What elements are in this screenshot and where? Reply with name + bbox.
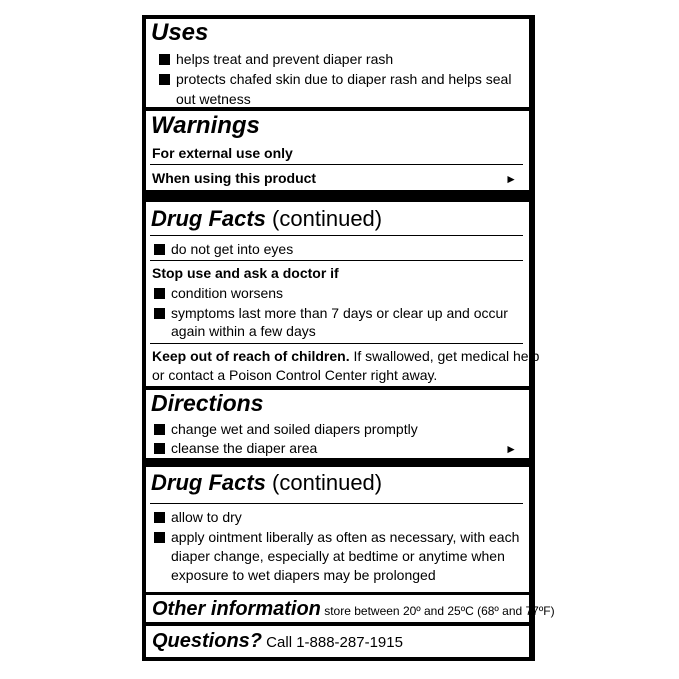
warnings-panel bbox=[146, 111, 529, 190]
other-information-line bbox=[152, 598, 555, 622]
bullet-icon bbox=[154, 288, 165, 299]
keep-out-rest: If swallowed, get medical help bbox=[349, 348, 540, 364]
divider bbox=[150, 503, 523, 504]
bullet-icon bbox=[159, 54, 170, 65]
uses-item-2: protects chafed skin due to diaper rash and helps seal bbox=[176, 71, 512, 87]
keep-out-bold: Keep out of reach of children. bbox=[152, 348, 350, 364]
bullet-icon bbox=[154, 532, 165, 543]
stop-use-text: Stop use and ask a doctor if bbox=[152, 265, 339, 281]
questions-panel bbox=[146, 626, 529, 657]
continued-label: (continued) bbox=[272, 206, 383, 231]
warnings-heading: Warnings bbox=[151, 112, 260, 139]
other-information-heading: Other information bbox=[152, 598, 321, 620]
uses-panel bbox=[146, 19, 529, 107]
divider bbox=[150, 343, 523, 344]
divider bbox=[150, 164, 523, 165]
divider bbox=[150, 235, 523, 236]
directions-panel bbox=[146, 390, 529, 458]
bullet-icon bbox=[159, 74, 170, 85]
eyes-item: do not get into eyes bbox=[171, 241, 294, 257]
drug-facts-continued-panel-2 bbox=[146, 467, 529, 592]
symptoms-item: symptoms last more than 7 days or clear up and occur bbox=[171, 305, 508, 321]
continue-arrow-icon: ► bbox=[505, 172, 517, 186]
apply-item-cont-1: diaper change, especially at bedtime or anytime when bbox=[171, 548, 505, 564]
keep-out-text-line2: or contact a Poison Control Center right away. bbox=[152, 367, 438, 383]
external-use-text: For external use only bbox=[152, 145, 293, 161]
bullet-icon bbox=[154, 308, 165, 319]
bullet-icon bbox=[154, 244, 165, 255]
symptoms-item-cont: again within a few days bbox=[171, 323, 316, 339]
questions-heading: Questions? bbox=[152, 630, 263, 652]
bullet-icon bbox=[154, 512, 165, 523]
worsens-item: condition worsens bbox=[171, 285, 284, 301]
uses-heading: Uses bbox=[151, 19, 209, 46]
uses-item-1: helps treat and prevent diaper rash bbox=[176, 51, 394, 67]
apply-item-cont-2: exposure to wet diapers may be prolonged bbox=[171, 567, 436, 583]
cleanse-item: cleanse the diaper area bbox=[171, 440, 318, 456]
dry-item: allow to dry bbox=[171, 509, 242, 525]
drug-facts-heading bbox=[151, 206, 382, 232]
other-information-panel bbox=[146, 595, 555, 622]
apply-item: apply ointment liberally as often as necessary, with each bbox=[171, 529, 520, 545]
directions-heading: Directions bbox=[151, 390, 264, 416]
drug-facts-continued-panel bbox=[146, 202, 540, 386]
uses-item-2-cont: out wetness bbox=[176, 91, 251, 107]
drug-facts-heading-2 bbox=[151, 470, 382, 496]
drug-facts-title: Drug Facts bbox=[151, 206, 266, 231]
storage-text: store between 20º and 25ºC (68º and 77ºF) bbox=[320, 604, 555, 618]
bullet-icon bbox=[154, 443, 165, 454]
keep-out-text bbox=[152, 347, 539, 365]
drug-facts-label bbox=[142, 15, 555, 661]
questions-line bbox=[152, 630, 403, 654]
drug-facts-title-2: Drug Facts bbox=[151, 470, 266, 495]
phone-text: Call 1-888-287-1915 bbox=[262, 634, 403, 651]
bullet-icon bbox=[154, 424, 165, 435]
continue-arrow-icon: ► bbox=[505, 442, 517, 456]
change-item: change wet and soiled diapers promptly bbox=[171, 421, 418, 437]
divider bbox=[150, 260, 523, 261]
when-using-text: When using this product bbox=[152, 170, 317, 186]
continued-label-2: (continued) bbox=[272, 470, 383, 495]
